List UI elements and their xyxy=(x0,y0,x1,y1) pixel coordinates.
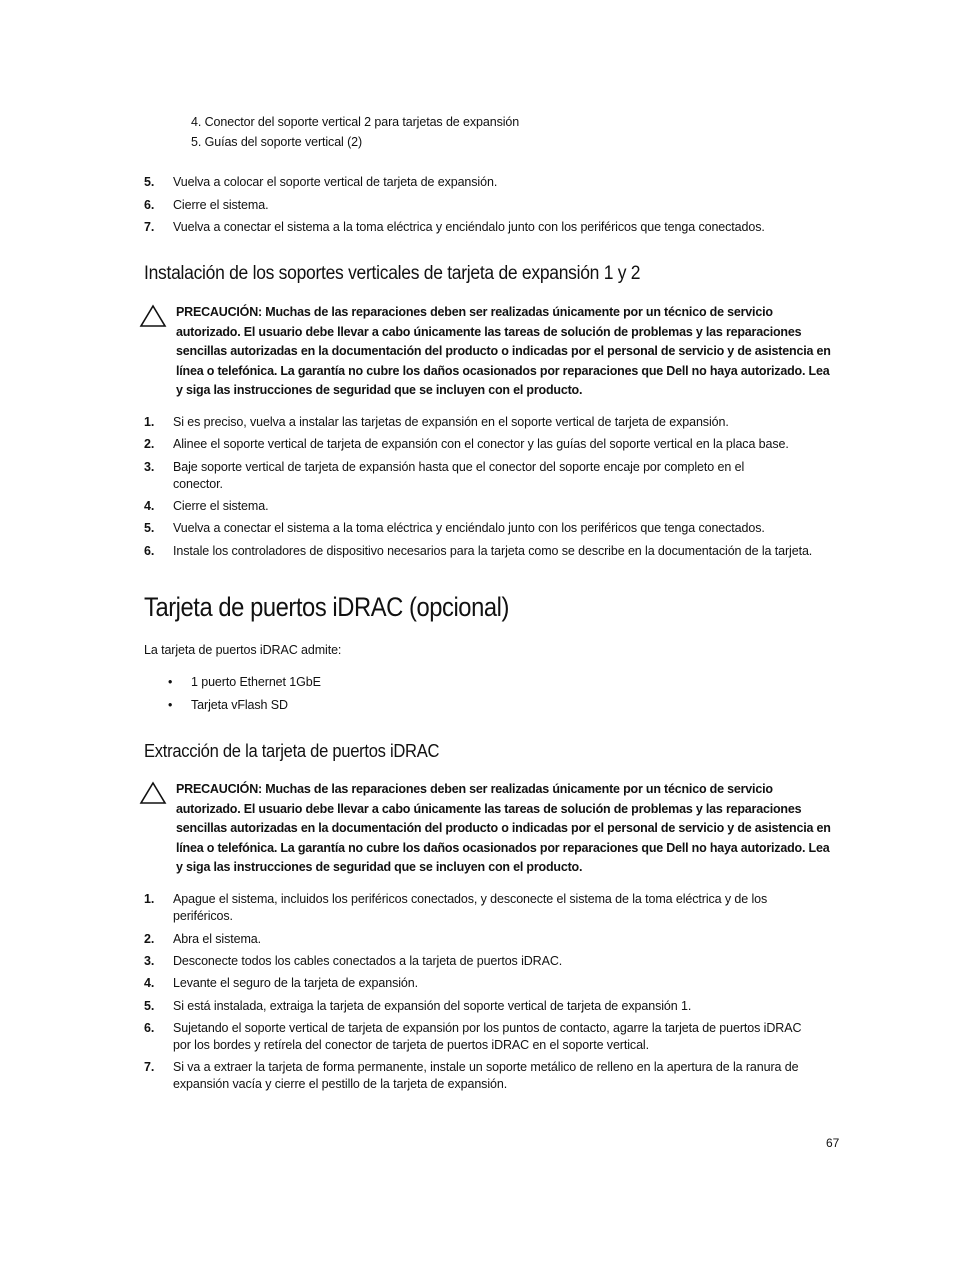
list-item: Tarjeta vFlash SD xyxy=(191,698,288,712)
section-heading: Extracción de la tarjeta de puertos iDRAC xyxy=(144,741,440,761)
step-text: Abra el sistema. xyxy=(173,932,262,946)
step-number: 7. xyxy=(144,1060,155,1074)
step-number: 6. xyxy=(144,544,155,558)
intro-text: La tarjeta de puertos iDRAC admite: xyxy=(144,643,342,657)
step-number: 2. xyxy=(144,437,155,451)
step-text: Si está instalada, extraiga la tarjeta de expansión del soporte vertical de tarjeta de expansión 1. xyxy=(173,999,692,1013)
step-text: Cierre el sistema. xyxy=(173,499,269,513)
bullet-mark: • xyxy=(168,698,173,712)
step-number: 1. xyxy=(144,892,155,906)
step-text: Vuelva a conectar el sistema a la toma eléctrica y enciéndalo junto con los periféricos que tenga conectados. xyxy=(173,220,765,234)
step-text: Vuelva a colocar el soporte vertical de tarjeta de expansión. xyxy=(173,175,498,189)
step-number: 1. xyxy=(144,415,155,429)
page-title: Tarjeta de puertos iDRAC (opcional) xyxy=(144,592,509,622)
caution-text: PRECAUCIÓN: Muchas de las reparaciones deben ser realizadas únicamente por un técnico de servicio autorizado. El usuario debe llevar a cabo únicamente las tareas de solución de problemas y las reparaciones sencillas autorizadas en la documentación del producto o indicadas por el personal de servicio y de asistencia en línea o telefónica. La garantía no cubre los daños ocasionados por reparaciones que Dell no haya autorizado. Lea y siga las instrucciones de seguridad que se incluyen con el producto. xyxy=(176,305,831,397)
step-number: 7. xyxy=(144,220,155,234)
list-item: 1 puerto Ethernet 1GbE xyxy=(191,675,321,689)
step-text: Si es preciso, vuelva a instalar las tarjetas de expansión en el soporte vertical de tarjeta de expansión. xyxy=(173,415,729,429)
step-number: 4. xyxy=(144,499,155,513)
step-number: 3. xyxy=(144,954,155,968)
sub-item: 5. Guías del soporte vertical (2) xyxy=(191,135,363,149)
step-number: 6. xyxy=(144,1021,155,1035)
step-number: 2. xyxy=(144,932,155,946)
caution-icon xyxy=(139,304,167,328)
step-text: Instale los controladores de dispositivo necesarios para la tarjeta como se describe en la documentación de la tarjeta. xyxy=(173,544,813,558)
caution-icon xyxy=(139,781,167,805)
step-text: Vuelva a conectar el sistema a la toma eléctrica y enciéndalo junto con los periféricos que tenga conectados. xyxy=(173,521,765,535)
step-number: 4. xyxy=(144,976,155,990)
step-text: Baje soporte vertical de tarjeta de expansión hasta que el conector del soporte encaje por completo en el conector. xyxy=(173,460,745,491)
step-text: Sujetando el soporte vertical de tarjeta de expansión por los puntos de contacto, agarre la tarjeta de puertos iDRAC por los bordes y retírela del conector de tarjeta de puertos iDRAC en el soporte vertical. xyxy=(173,1021,802,1052)
step-number: 3. xyxy=(144,460,155,474)
step-text: Apague el sistema, incluidos los periféricos conectados, y desconecte el sistema de la toma eléctrica y de los periféricos. xyxy=(173,892,768,923)
step-text: Levante el seguro de la tarjeta de expansión. xyxy=(173,976,418,990)
sub-item: 4. Conector del soporte vertical 2 para tarjetas de expansión xyxy=(191,115,520,129)
step-text: Alinee el soporte vertical de tarjeta de expansión con el conector y las guías del soporte vertical en la placa base. xyxy=(173,437,789,451)
step-number: 5. xyxy=(144,521,155,535)
page-number: 67 xyxy=(826,1136,840,1150)
step-text: Si va a extraer la tarjeta de forma permanente, instale un soporte metálico de relleno en la apertura de la ranura de expansión vacía y cierre el pestillo de la tarjeta de expansión. xyxy=(173,1060,799,1091)
caution-text: PRECAUCIÓN: Muchas de las reparaciones deben ser realizadas únicamente por un técnico de servicio autorizado. El usuario debe llevar a cabo únicamente las tareas de solución de problemas y las reparaciones sencillas autorizadas en la documentación del producto o indicadas por el personal de servicio y de asistencia en línea o telefónica. La garantía no cubre los daños ocasionados por reparaciones que Dell no haya autorizado. Lea y siga las instrucciones de seguridad que se incluyen con el producto. xyxy=(176,782,831,874)
step-number: 6. xyxy=(144,198,155,212)
step-text: Cierre el sistema. xyxy=(173,198,269,212)
step-text: Desconecte todos los cables conectados a la tarjeta de puertos iDRAC. xyxy=(173,954,563,968)
section-heading: Instalación de los soportes verticales de tarjeta de expansión 1 y 2 xyxy=(144,263,641,284)
bullet-mark: • xyxy=(168,675,173,689)
step-number: 5. xyxy=(144,999,155,1013)
step-number: 5. xyxy=(144,175,155,189)
